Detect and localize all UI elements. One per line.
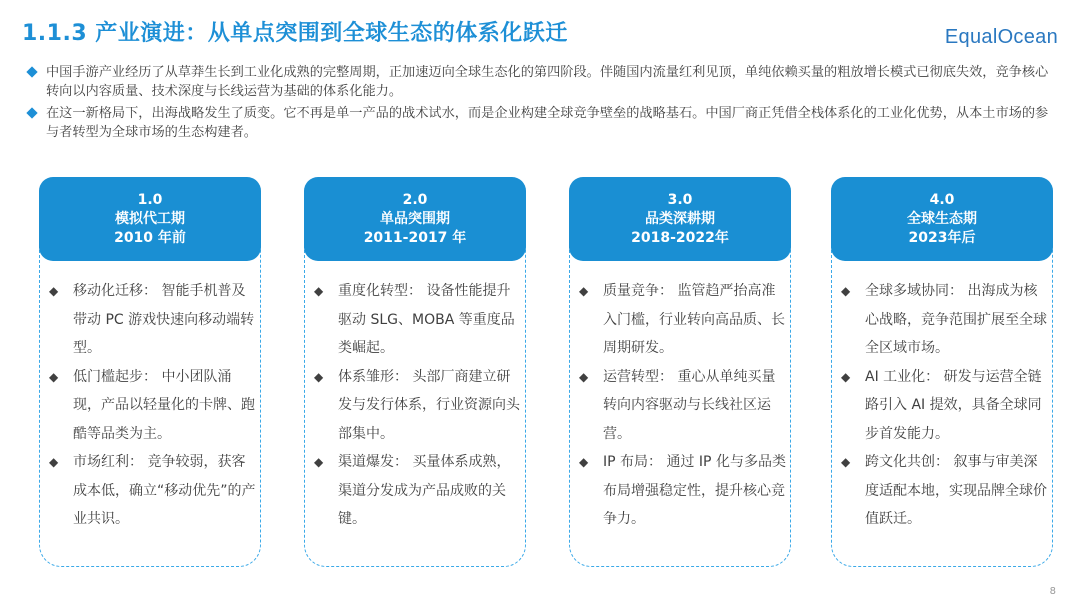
stage-items <box>49 277 257 534</box>
diamond-bullet-icon: ◆ <box>841 369 851 384</box>
stage-header <box>831 177 1053 261</box>
stage-name: 单品突围期 <box>380 210 450 227</box>
stage-period: 2023年后 <box>908 229 976 246</box>
item-text: AI 工业化： 研发与运营全链路引入 AI 提效，具备全球同步首发能力。 <box>865 368 1042 442</box>
stage-card-2 <box>304 177 526 567</box>
stage-period: 2018-2022年 <box>631 229 729 246</box>
equalocean-logo: EqualOcean <box>944 26 1058 48</box>
item-text: 体系雏形： 头部厂商建立研发与发行体系，行业资源向头部集中。 <box>338 368 520 442</box>
intro-section <box>26 63 1056 145</box>
diamond-bullet-icon <box>26 66 37 77</box>
diamond-bullet-icon: ◆ <box>579 455 589 469</box>
diamond-bullet-icon <box>26 107 37 118</box>
item-text: 运营转型： 重心从单纯买量转向内容驱动与长线社区运营。 <box>603 368 776 442</box>
list-item <box>49 363 257 449</box>
item-text: 移动化迁移： 智能手机普及带动 PC 游戏快速向移动端转型。 <box>73 283 255 356</box>
stage-items <box>314 277 522 534</box>
stage-name: 模拟代工期 <box>115 210 185 227</box>
stage-period: 2010 年前 <box>114 229 186 246</box>
stage-card-4 <box>831 177 1053 567</box>
list-item <box>579 448 787 534</box>
diamond-bullet-icon: ◆ <box>579 369 589 384</box>
item-text: 全球多域协同： 出海成为核心战略，竞争范围扩展至全球全区域市场。 <box>865 283 1047 356</box>
intro-text: 中国手游产业经历了从草莽生长到工业化成熟的完整周期，正加速迈向全球生态化的第四阶段。伴随国内流量红利见顶，单纯依赖买量的粗放增长模式已彻底失效，竞争核心转向以内容质量、技术深度与长线运营为基础的体系化能力。 <box>46 65 1049 99</box>
list-item <box>314 448 522 534</box>
list-item <box>314 363 522 449</box>
list-item <box>314 277 522 363</box>
stage-header <box>304 177 526 261</box>
stage-card-1 <box>39 177 261 567</box>
diamond-bullet-icon: ◆ <box>579 284 589 298</box>
list-item <box>841 277 1049 363</box>
stage-header <box>569 177 791 261</box>
item-text: 市场红利： 竞争较弱，获客成本低，确立“移动优先”的产业共识。 <box>73 454 256 527</box>
stage-header <box>39 177 261 261</box>
page-title: 1.1.3 产业演进：从单点突围到全球生态的体系化跃迁 <box>22 21 568 46</box>
list-item <box>579 277 787 363</box>
intro-paragraph <box>26 63 1056 101</box>
list-item <box>841 363 1049 449</box>
diamond-bullet-icon: ◆ <box>314 455 324 469</box>
list-item <box>579 363 787 449</box>
page-number: 8 <box>1049 586 1056 597</box>
diamond-bullet-icon: ◆ <box>841 284 851 298</box>
stage-items <box>579 277 787 534</box>
diamond-bullet-icon: ◆ <box>49 284 59 298</box>
diamond-bullet-icon: ◆ <box>841 455 851 469</box>
stage-version: 2.0 <box>402 191 428 208</box>
list-item <box>841 448 1049 534</box>
list-item <box>49 448 257 534</box>
stage-card-3 <box>569 177 791 567</box>
item-text: 质量竞争： 监管趋严抬高准入门槛，行业转向高品质、长周期研发。 <box>603 283 785 356</box>
item-text: 低门槛起步： 中小团队涌现，产品以轻量化的卡牌、跑酷等品类为主。 <box>73 368 255 442</box>
stage-name: 全球生态期 <box>907 210 977 227</box>
stage-items <box>841 277 1049 534</box>
item-text: 重度化转型： 设备性能提升驱动 SLG、MOBA 等重度品类崛起。 <box>338 283 515 356</box>
stage-period: 2011-2017 年 <box>363 229 467 246</box>
item-text: 渠道爆发： 买量体系成熟，渠道分发成为产品成败的关键。 <box>338 454 511 527</box>
item-text: 跨文化共创： 叙事与审美深度适配本地，实现品牌全球价值跃迁。 <box>865 454 1047 527</box>
intro-paragraph <box>26 104 1056 142</box>
stage-version: 1.0 <box>137 191 163 208</box>
stage-version: 3.0 <box>667 191 693 208</box>
stage-name: 品类深耕期 <box>645 210 715 227</box>
diamond-bullet-icon: ◆ <box>49 455 59 469</box>
item-text: IP 布局： 通过 IP 化与多品类布局增强稳定性，提升核心竞争力。 <box>603 454 786 527</box>
diamond-bullet-icon: ◆ <box>314 369 324 384</box>
diamond-bullet-icon: ◆ <box>49 369 59 384</box>
list-item <box>49 277 257 363</box>
stage-version: 4.0 <box>929 191 955 208</box>
diamond-bullet-icon: ◆ <box>314 284 324 298</box>
intro-text: 在这一新格局下，出海战略发生了质变。它不再是单一产品的战术试水，而是企业构建全球竞争壁垒的战略基石。中国厂商正凭借全栈体系化的工业化优势，从本土市场的参与者转型为全球市场的生态构建者。 <box>46 106 1049 140</box>
